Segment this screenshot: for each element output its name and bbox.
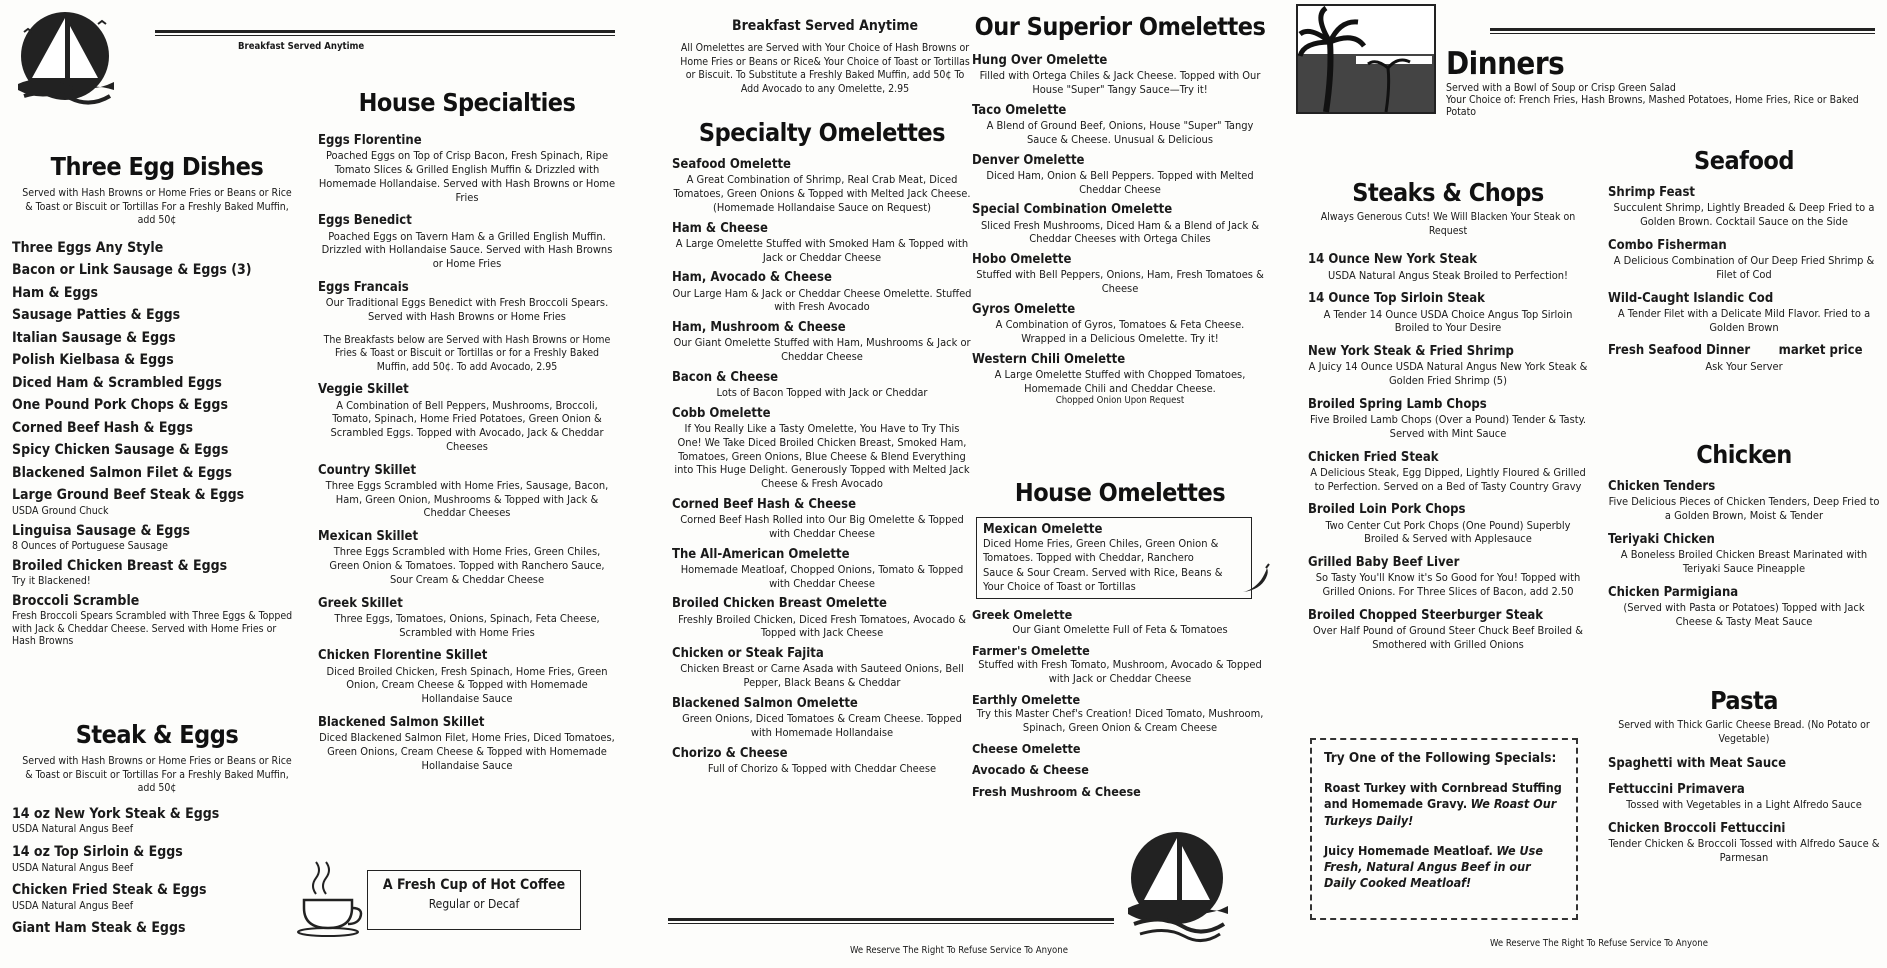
three-egg-sub: Served with Hash Browns or Home Fries or Beans or Rice & Toast or Biscuit or Tortillas For a Freshly Baked Muffin, add 50¢ <box>22 187 292 227</box>
coffee-title: A Fresh Cup of Hot Coffee <box>382 877 566 893</box>
menu-entry <box>1608 756 1880 772</box>
menu-entry-name: Western Chili Omelette <box>972 351 1126 367</box>
menu-entry-name: Fresh Mushroom & Cheese <box>972 784 1141 800</box>
market-price: market price <box>1778 343 1863 359</box>
menu-entry-name: Ham & Cheese <box>672 220 768 236</box>
steaks-list <box>1308 252 1588 651</box>
menu-entry <box>318 529 616 587</box>
menu-entry-desc: Diced Ham, Onion & Bell Peppers. Topped with Melted Cheddar Cheese <box>986 168 1254 196</box>
menu-entry-name: New York Steak & Fried Shrimp <box>1308 344 1514 360</box>
menu-item <box>12 487 302 517</box>
menu-entry-desc: Succulent Shrimp, Lightly Breaded & Deep Fried to a Golden Brown. Cocktail Sauce on the Side <box>1613 201 1875 228</box>
menu-entry-name: Gyros Omelette <box>972 301 1076 317</box>
skillet-note: The Breakfasts below are Served with Hash Browns or Home Fries & Toast or Biscuit or Tortillas or for a Freshly Baked Muffin, add 50¢. To add Avocado, 2.95 <box>323 333 611 373</box>
menu-item-name: Bacon or Link Sausage & Eggs (3) <box>12 262 252 279</box>
footer-note-right: We Reserve The Right To Refuse Service To Anyone <box>1490 938 1708 949</box>
menu-item-name: Chicken Fried Steak & Eggs <box>12 882 207 899</box>
menu-entry <box>1608 782 1880 812</box>
menu-entry-desc: Green Onions, Diced Tomatoes & Cream Cheese. Topped with Homemade Hollandaise <box>682 712 962 739</box>
menu-entry-name: Special Combination Omelette <box>972 202 1173 218</box>
house-specialties-title: House Specialties <box>358 88 576 117</box>
menu-item <box>12 330 302 348</box>
menu-item <box>12 240 302 258</box>
menu-entry-desc: A Combination of Bell Peppers, Mushrooms, Broccoli, Tomato, Spinach, Home Fried Potatoes, Green Onion & Scrambled Eggs. Topped with Avocado, Jack & Cheddar Cheeses <box>330 398 604 453</box>
menu-entry <box>972 103 1268 147</box>
coffee-box <box>367 870 581 930</box>
menu-item-note: USDA Natural Angus Beef <box>12 823 134 836</box>
menu-item <box>12 420 302 438</box>
dinners-sub2: Your Choice of: French Fries, Hash Browns, Mashed Potatoes, Home Fries, Rice or Baked Potato <box>1446 94 1859 118</box>
pasta-sub: Served with Thick Garlic Cheese Bread. (No Potato or Vegetable) <box>1618 719 1870 745</box>
menu-entry-desc: Five Broiled Lamb Chops (Over a Pound) Tender & Tasty. Served with Mint Sauce <box>1309 413 1587 440</box>
menu-entry <box>672 221 972 265</box>
menu-entry-desc: USDA Natural Angus Steak Broiled to Perfection! <box>1327 268 1568 282</box>
menu-entry-desc: Poached Eggs on Top of Crisp Bacon, Fresh Spinach, Ripe Tomato Slices & Grilled English Muffin & Drizzled with Homemade Hollandaise. Served with Hash Browns or Home Fries <box>318 149 616 204</box>
menu-entry-name: Avocado & Cheese <box>972 762 1089 778</box>
menu-entry-name: Chicken Tenders <box>1608 479 1716 494</box>
menu-entry-name: Grilled Baby Beef Liver <box>1308 555 1460 571</box>
menu-entry-desc: If You Really Like a Tasty Omelette, You Have to Try This One! We Take Diced Broiled Chicken Breast, Smoked Ham, Tomatoes, Green Onions, Blue Cheese & Blend Everything into This Huge Delight. Generously Topped with Melted Jack Cheese & Fresh Avocado <box>674 422 970 490</box>
mexican-omelette-box <box>976 517 1252 599</box>
menu-entry-desc: Five Delicious Pieces of Chicken Tenders, Deep Fried to a Golden Brown, Moist & Tender <box>1608 495 1880 522</box>
menu-entry-name: Chicken or Steak Fajita <box>672 646 824 661</box>
menu-entry-desc: A Delicious Steak, Egg Dipped, Lightly Floured & Grilled to Perfection. Served on a Bed of Tasty Country Gravy <box>1310 465 1586 493</box>
menu-entry-desc: Try this Master Chef's Creation! Diced Tomato, Mushroom, Spinach, Green Onion & Cream Cheese <box>976 707 1264 735</box>
menu-item-note: 8 Ounces of Portuguese Sausage <box>12 540 168 553</box>
menu-entry <box>318 463 616 521</box>
menu-entry-desc: A Combination of Gyros, Tomatoes & Feta Cheese. Wrapped in a Delicious Omelette. Try it! <box>995 318 1245 345</box>
menu-entry-desc: Two Center Cut Pork Chops (One Pound) Superbly Broiled & Served with Applesauce <box>1325 518 1571 546</box>
specialty-list <box>672 157 972 776</box>
pasta-list <box>1608 756 1880 864</box>
specials-title: Try One of the Following Specials: <box>1324 750 1557 766</box>
menu-entry-name: Fettuccini Primavera <box>1608 781 1745 797</box>
superior-title: Our Superior Omelettes <box>974 12 1266 41</box>
house-specialties-section <box>318 88 616 781</box>
menu-item <box>12 262 302 280</box>
menu-entry-name: Teriyaki Chicken <box>1608 531 1715 547</box>
menu-entry-name: Ham, Avocado & Cheese <box>672 270 832 286</box>
menu-entry <box>1608 238 1880 282</box>
dinners-header <box>1446 46 1886 118</box>
menu-entry-name: Seafood Omelette <box>672 157 791 172</box>
special-item <box>1324 780 1564 829</box>
menu-entry-name: Broiled Loin Pork Chops <box>1308 502 1466 518</box>
menu-entry-name: Eggs Francais <box>318 279 409 295</box>
menu-entry <box>318 715 616 773</box>
menu-entry <box>672 696 972 740</box>
menu-item-name: Blackened Salmon Filet & Eggs <box>12 464 233 481</box>
menu-entry <box>1308 344 1588 388</box>
menu-entry-name: Ham, Mushroom & Cheese <box>672 320 846 335</box>
steak-eggs-section <box>12 720 302 946</box>
menu-item-note: Try it Blackened! <box>12 575 91 588</box>
menu-item <box>12 352 302 370</box>
menu-entry-desc: Lots of Bacon Topped with Jack or Cheddar <box>716 386 928 399</box>
dinners-title: Dinners <box>1446 46 1565 82</box>
menu-item <box>12 882 302 912</box>
steaks-title: Steaks & Chops <box>1352 178 1544 207</box>
menu-entry <box>672 547 972 591</box>
menu-entry-name: 14 Ounce Top Sirloin Steak <box>1308 291 1485 307</box>
dinners-rule <box>1490 28 1875 34</box>
menu-item-name: Linguisa Sausage & Eggs <box>12 522 190 539</box>
menu-item-name: Three Eggs Any Style <box>12 239 164 256</box>
menu-item <box>12 806 302 836</box>
menu-item-name: Corned Beef Hash & Eggs <box>12 419 193 436</box>
menu-entry-name: Broiled Chicken Breast Omelette <box>672 596 887 612</box>
menu-entry <box>972 202 1268 246</box>
menu-item-name: Spicy Chicken Sausage & Eggs <box>12 442 229 459</box>
superior-section <box>972 12 1268 413</box>
menu-entry-desc: A Large Omelette Stuffed with Chopped Tomatoes, Homemade Chili and Cheddar Cheese. <box>994 367 1246 395</box>
menu-entry <box>1308 252 1588 282</box>
chili-pepper-icon <box>1239 562 1270 596</box>
menu-entry <box>672 596 972 640</box>
menu-entry <box>1608 479 1880 523</box>
specials-box <box>1310 738 1578 920</box>
menu-entry <box>318 213 616 271</box>
menu-entry-desc: Three Eggs, Tomatoes, Onions, Spinach, Feta Cheese, Scrambled with Home Fries <box>334 611 600 639</box>
menu-item <box>12 920 302 938</box>
menu-entry-desc: Three Eggs Scrambled with Home Fries, Green Chiles, Green Onion & Tomatoes. Topped with Ranchero Sauce, Sour Cream & Cheddar Cheese <box>329 545 605 586</box>
menu-item <box>12 558 302 588</box>
steak-eggs-title: Steak & Eggs <box>75 720 239 749</box>
menu-entry <box>972 762 1268 778</box>
menu-entry-name: Fresh Seafood Dinner market price <box>1608 343 1863 359</box>
steaks-sub: Always Generous Cuts! We Will Blacken Your Steak on Request <box>1320 211 1576 237</box>
menu-item-name: Sausage Patties & Eggs <box>12 307 181 324</box>
specialty-title: Specialty Omelettes <box>698 118 946 147</box>
menu-entry-name: Chicken Fried Steak <box>1308 449 1439 465</box>
menu-entry-name: Chicken Florentine Skillet <box>318 648 488 664</box>
seafood-list <box>1608 185 1880 373</box>
menu-entry-name: Chicken Broccoli Fettuccini <box>1608 820 1786 836</box>
menu-item-name: 14 oz Top Sirloin & Eggs <box>12 844 183 861</box>
menu-entry <box>1308 450 1588 494</box>
menu-entry-desc: So Tasty You'll Know it's So Good for You! Topped with Grilled Onions. For Three Slices of Bacon, add 2.50 <box>1315 571 1581 599</box>
menu-entry <box>1608 343 1880 373</box>
footer-rule <box>668 918 1114 924</box>
breakfast-anytime-note: Breakfast Served Anytime <box>238 41 365 52</box>
menu-entry-name: Taco Omelette <box>972 102 1067 118</box>
menu-entry-desc: Homemade Meatloaf, Chopped Onions, Tomato & Topped with Cheddar Cheese <box>680 562 964 590</box>
menu-entry <box>1608 291 1880 335</box>
menu-entry-desc: Three Eggs Scrambled with Home Fries, Sausage, Bacon, Ham, Green Onion, Mushrooms & Topped with Jack & Cheddar Cheeses <box>325 478 609 520</box>
mexican-omelette-desc: Diced Home Fries, Green Chiles, Green Onion & Tomatoes. Topped with Cheddar, Ranchero Sauce & Sour Cream. Served with Rice, Beans & Your Choice of Toast or Tortillas <box>983 537 1223 593</box>
menu-entry-desc: Filled with Ortega Chiles & Jack Cheese. Topped with Our House "Super" Tangy Sauce—Try it! <box>979 69 1261 96</box>
menu-entry-name: Veggie Skillet <box>318 382 409 398</box>
menu-entry <box>1608 185 1880 229</box>
menu-entry <box>1308 502 1588 546</box>
steak-eggs-list <box>12 806 302 938</box>
steak-eggs-sub: Served with Hash Browns or Home Fries or Beans or Rice & Toast or Biscuit or Tortillas For a Freshly Baked Muffin, add 50¢ <box>22 755 292 795</box>
menu-item-note: USDA Natural Angus Beef <box>12 899 134 912</box>
sailboat-logo-icon <box>10 8 120 108</box>
menu-entry <box>318 648 616 706</box>
menu-item <box>12 375 302 393</box>
menu-entry-desc: Diced Blackened Salmon Filet, Home Fries, Diced Tomatoes, Green Onions, Cream Cheese & Topped with Homemade Hollandaise Sauce <box>319 731 615 772</box>
menu-entry-desc: A Tender 14 Ounce USDA Choice Angus Top Sirloin Broiled to Your Desire <box>1323 307 1573 335</box>
menu-entry-desc: A Great Combination of Shrimp, Real Crab Meat, Diced Tomatoes, Green Onions & Topped with Melted Jack Cheese. (Homemade Hollandaise Sauce on Request) <box>673 173 971 214</box>
skillet-list <box>318 382 616 772</box>
special-item <box>1324 843 1564 892</box>
menu-entry <box>672 370 972 400</box>
menu-item-name: Ham & Eggs <box>12 284 99 301</box>
house-omelettes-title: House Omelettes <box>1014 478 1226 507</box>
menu-entry-name: Country Skillet <box>318 462 417 478</box>
menu-entry-desc: Tender Chicken & Broccoli Tossed with Alfredo Sauce & Parmesan <box>1608 836 1880 864</box>
menu-entry-desc: Stuffed with Bell Peppers, Onions, Ham, Fresh Tomatoes & Cheese <box>976 268 1264 295</box>
menu-entry-desc: Sliced Fresh Mushrooms, Diced Ham & a Blend of Jack & Cheddar Cheeses with Ortega Chiles <box>980 218 1260 246</box>
menu-entry <box>972 302 1268 346</box>
menu-entry-name: Eggs Benedict <box>318 213 412 229</box>
menu-entry-desc: Poached Eggs on Tavern Ham & a Grilled English Muffin. Drizzled with Hollandaise Sauce. Served with Hash Browns or Home Fries <box>321 229 613 270</box>
menu-entry-name: Shrimp Feast <box>1608 185 1696 200</box>
menu-entry-name: Corned Beef Hash & Cheese <box>672 496 857 512</box>
menu-entry-name: Chorizo & Cheese <box>672 745 788 761</box>
menu-entry-name: Hobo Omelette <box>972 252 1072 267</box>
menu-entry <box>672 270 972 314</box>
menu-entry-desc: A Blend of Ground Beef, Onions, House "Super" Tangy Sauce & Cheese. Unusual & Delicious <box>986 119 1254 146</box>
special-name: Juicy Homemade Meatloaf. <box>1324 842 1493 858</box>
menu-item <box>12 844 302 874</box>
house-omelettes-section <box>972 478 1268 806</box>
house-omelette-list <box>972 607 1268 800</box>
menu-entry <box>1608 585 1880 629</box>
mexican-omelette-name: Mexican Omelette <box>983 522 1103 537</box>
menu-entry <box>1308 397 1588 441</box>
menu-entry <box>1608 821 1880 865</box>
menu-entry-name: Combo Fisherman <box>1608 237 1727 253</box>
specialty-section <box>672 118 972 782</box>
house-specialties-list <box>318 133 616 324</box>
menu-entry <box>972 252 1268 296</box>
menu-item-note: Fresh Broccoli Spears Scrambled with Three Eggs & Topped with Jack & Cheddar Cheese. Served with Home Fries or Hash Browns <box>12 610 293 648</box>
menu-entry <box>1308 608 1588 652</box>
pasta-section <box>1608 686 1880 873</box>
menu-item-note: USDA Natural Angus Beef <box>12 861 134 874</box>
menu-entry-desc: Over Half Pound of Ground Steer Chuck Beef Broiled & Smothered with Grilled Onions <box>1313 624 1583 651</box>
menu-entry-name: Bacon & Cheese <box>672 369 779 385</box>
menu-item <box>12 285 302 303</box>
menu-entry-name: Farmer's Omelette <box>972 642 1090 658</box>
dinners-sub1: Served with a Bowl of Soup or Crisp Green Salad <box>1446 82 1676 94</box>
menu-item-note: USDA Ground Chuck <box>12 504 109 517</box>
menu-item-name: Polish Kielbasa & Eggs <box>12 352 174 369</box>
menu-entry <box>972 607 1268 636</box>
menu-item <box>12 593 302 648</box>
menu-item-name: Large Ground Beef Steak & Eggs <box>12 487 245 504</box>
menu-entry-name: Spaghetti with Meat Sauce <box>1608 756 1787 772</box>
coffee-desc: Regular or Decaf <box>428 897 520 911</box>
menu-entry <box>672 646 972 690</box>
omelette-header-note: All Omelettes are Served with Your Choice of Hash Browns or Home Fries or Beans or Rice& Your Choice of Toast or Tortillas or Biscuit. To Substitute a Freshly Baked Muffin, add 50¢ To Add Avocado to any Omelette, 2.95 <box>680 42 970 95</box>
menu-item <box>12 397 302 415</box>
sailboat-logo-bottom-icon <box>1122 826 1232 946</box>
menu-entry <box>972 784 1268 800</box>
menu-entry <box>972 352 1268 408</box>
menu-entry <box>1308 291 1588 335</box>
menu-item-name: One Pound Pork Chops & Eggs <box>12 397 228 414</box>
menu-entry-name: Cobb Omelette <box>672 405 771 421</box>
menu-entry-name: The All-American Omelette <box>672 546 850 562</box>
menu-entry-desc: Our Traditional Eggs Benedict with Fresh Broccoli Spears. Served with Hash Browns or Home Fries <box>325 296 609 323</box>
menu-entry <box>318 133 616 204</box>
omelette-header-title: Breakfast Served Anytime <box>731 18 919 34</box>
menu-item-name: Italian Sausage & Eggs <box>12 329 176 346</box>
menu-entry-name: Hung Over Omelette <box>972 53 1108 68</box>
three-egg-section <box>12 152 302 653</box>
menu-item-name: Broccoli Scramble <box>12 592 140 609</box>
menu-entry <box>972 741 1268 757</box>
menu-entry-desc: A Juicy 14 Ounce USDA Natural Angus New York Steak & Golden Fried Shrimp (5) <box>1308 360 1588 388</box>
menu-item <box>12 523 302 553</box>
panel-breakfast <box>0 0 632 968</box>
menu-entry <box>672 497 972 541</box>
menu-entry-desc: Freshly Broiled Chicken, Diced Fresh Tomatoes, Avocado & Topped with Jack Cheese <box>678 612 966 640</box>
menu-entry-desc: A Boneless Broiled Chicken Breast Marinated with Teriyaki Sauce Pineapple <box>1620 548 1868 575</box>
menu-entry-name: Broiled Chopped Steerburger Steak <box>1308 607 1544 623</box>
menu-entry <box>972 53 1268 97</box>
menu-entry-desc: Corned Beef Hash Rolled into Our Big Omelette & Topped with Cheddar Cheese <box>680 513 964 540</box>
three-egg-title: Three Egg Dishes <box>50 152 264 181</box>
panel-dinners <box>1290 0 1887 968</box>
menu-entry-desc: A Tender Filet with a Delicate Mild Flavor. Fried to a Golden Brown <box>1617 306 1871 334</box>
menu-entry-name: Denver Omelette <box>972 152 1085 168</box>
menu-item <box>12 465 302 483</box>
menu-entry <box>972 153 1268 197</box>
menu-entry-desc: Our Giant Omelette Stuffed with Ham, Mushrooms & Jack or Cheddar Cheese <box>673 336 971 363</box>
special-tag: We Use Fresh, Natural Angus Beef in our Daily Cooked Meatloaf! <box>1324 842 1543 891</box>
menu-entry-name: Blackened Salmon Omelette <box>672 695 858 711</box>
menu-entry-name: Mexican Skillet <box>318 529 419 545</box>
menu-entry-name: Blackened Salmon Skillet <box>318 714 485 730</box>
menu-item <box>12 307 302 325</box>
menu-entry-desc: Our Large Ham & Jack or Cheddar Cheese Omelette. Stuffed with Fresh Avocado <box>672 286 972 314</box>
omelette-header <box>680 18 970 97</box>
menu-entry-desc: Chicken Breast or Carne Asada with Sauteed Onions, Bell Pepper, Black Beans & Cheddar <box>680 662 964 689</box>
menu-item-name: Broiled Chicken Breast & Eggs <box>12 557 228 574</box>
menu-item-name: Giant Ham Steak & Eggs <box>12 920 186 937</box>
menu-entry-note: Chopped Onion Upon Request <box>1055 395 1185 407</box>
menu-entry <box>972 643 1268 686</box>
menu-entry-name: Broiled Spring Lamb Chops <box>1308 396 1487 412</box>
coffee-cup-icon <box>296 858 366 938</box>
chicken-list <box>1608 479 1880 628</box>
menu-entry-desc: Diced Broiled Chicken, Fresh Spinach, Home Fries, Green Onion, Cream Cheese & Topped with Homemade Hollandaise Sauce <box>326 664 608 706</box>
menu-entry-desc: Full of Chorizo & Topped with Cheddar Cheese <box>707 761 937 775</box>
panel-omelettes <box>660 0 1270 968</box>
three-egg-list <box>12 240 302 648</box>
menu-entry-desc: Stuffed with Fresh Tomato, Mushroom, Avocado & Topped with Jack or Cheddar Cheese <box>978 658 1262 685</box>
chicken-section <box>1608 440 1880 637</box>
header-rule <box>155 30 615 36</box>
menu-entry-desc: Our Giant Omelette Full of Feta & Tomatoes <box>1012 622 1228 636</box>
menu-entry <box>972 692 1268 735</box>
menu-entry-desc: Ask Your Server <box>1705 359 1783 373</box>
chicken-title: Chicken <box>1696 440 1792 469</box>
menu-entry <box>672 320 972 364</box>
menu-entry-name: Wild-Caught Islandic Cod <box>1608 290 1774 306</box>
menu-entry-name: Earthly Omelette <box>972 691 1081 707</box>
menu-entry-name: Cheese Omelette <box>972 740 1081 756</box>
specials-list <box>1324 780 1564 892</box>
menu-item <box>12 442 302 460</box>
pasta-title: Pasta <box>1710 686 1778 715</box>
menu-entry-desc: A Delicious Combination of Our Deep Fried Shrimp & Filet of Cod <box>1613 254 1875 281</box>
menu-entry <box>318 596 616 640</box>
steaks-section <box>1308 178 1588 661</box>
special-name: Roast Turkey with Cornbread Stuffing and Homemade Gravy. <box>1324 780 1562 812</box>
menu-entry-name: 14 Ounce New York Steak <box>1308 252 1478 268</box>
menu-entry <box>672 406 972 491</box>
special-tag: We Roast Our Turkeys Daily! <box>1324 796 1557 828</box>
menu-entry-desc: A Large Omelette Stuffed with Smoked Ham & Topped with Jack or Cheddar Cheese <box>675 236 969 264</box>
menu-entry-name: Greek Skillet <box>318 595 403 611</box>
superior-list <box>972 53 1268 407</box>
menu-item-name: 14 oz New York Steak & Eggs <box>12 805 220 822</box>
seafood-title: Seafood <box>1694 146 1794 175</box>
palm-tree-scene-icon <box>1296 4 1436 114</box>
menu-entry-desc: Tossed with Vegetables in a Light Alfredo Sauce <box>1626 797 1862 811</box>
menu-entry <box>318 280 616 324</box>
menu-entry <box>318 382 616 453</box>
footer-note: We Reserve The Right To Refuse Service To Anyone <box>850 945 1068 956</box>
menu-entry <box>672 746 972 776</box>
menu-entry <box>1608 532 1880 576</box>
menu-entry-desc: (Served with Pasta or Potatoes) Topped with Jack Cheese & Tasty Meat Sauce <box>1623 600 1865 628</box>
menu-entry-name: Greek Omelette <box>972 607 1073 623</box>
menu-entry <box>1308 555 1588 599</box>
menu-item-name: Diced Ham & Scrambled Eggs <box>12 374 222 391</box>
menu-entry <box>672 157 972 215</box>
seafood-section <box>1608 146 1880 382</box>
menu-entry-name: Eggs Florentine <box>318 133 422 148</box>
menu-entry-name: Chicken Parmigiana <box>1608 584 1739 600</box>
